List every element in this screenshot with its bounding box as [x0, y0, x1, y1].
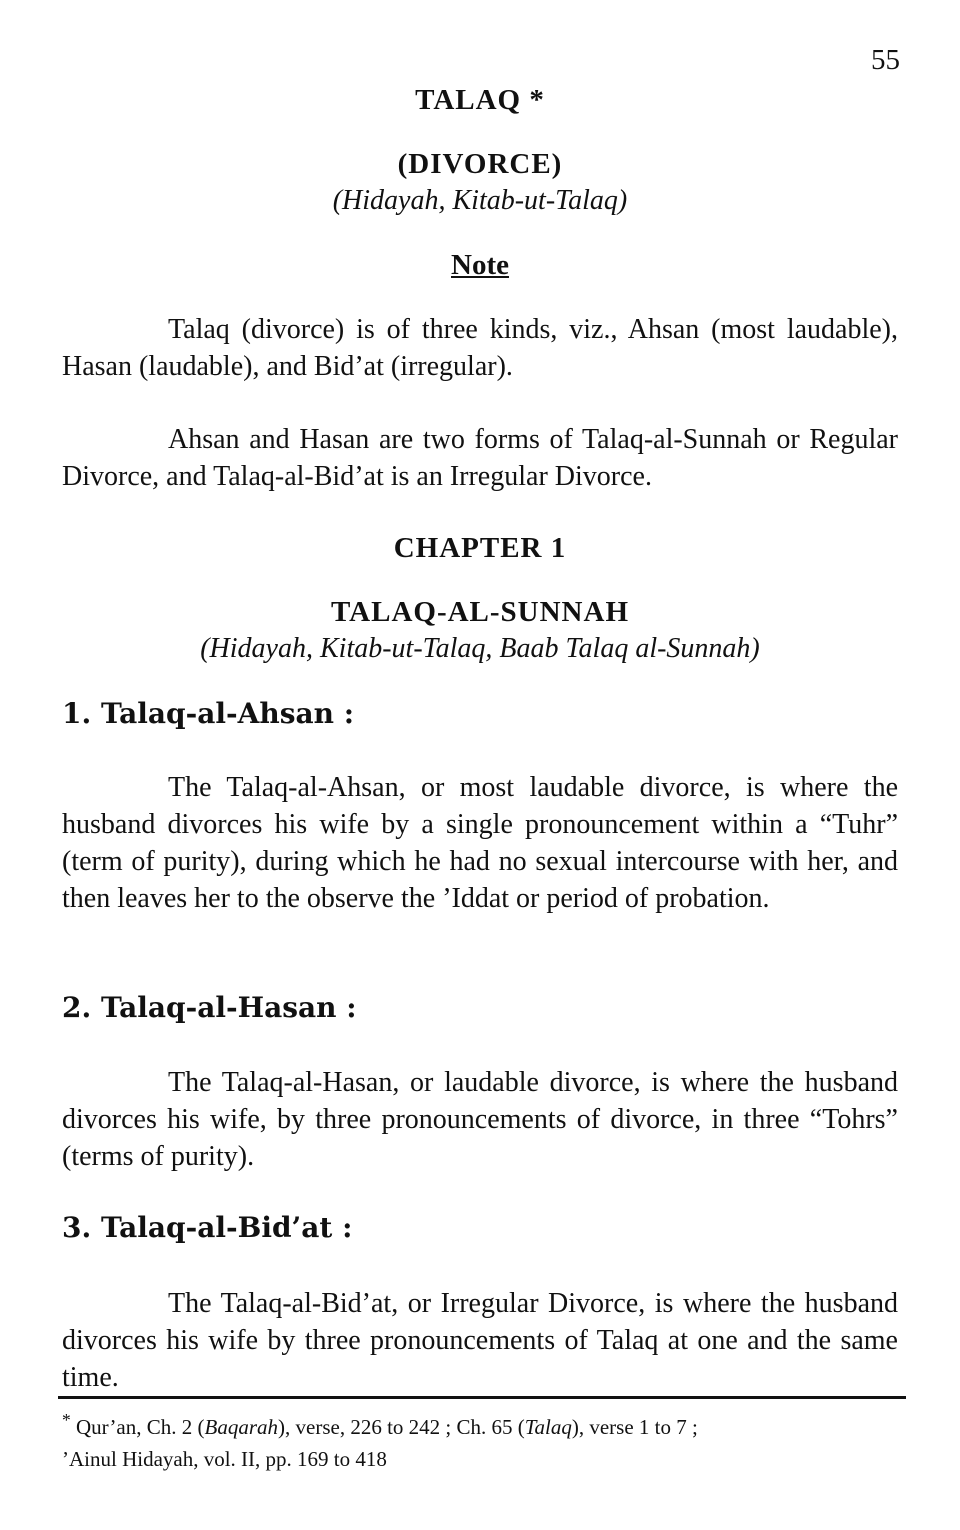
note-paragraph: Talaq (divorce) is of three kinds, viz., Ahsan (most laudable), Hasan (laudable), and Bid’at (irregular).	[62, 314, 898, 382]
footnote-text: ), verse, 226 to 242 ; Ch. 65 (	[278, 1415, 525, 1439]
page-number: 55	[871, 44, 900, 76]
note-heading: Note	[451, 249, 509, 281]
footnote-marker: *	[62, 1410, 71, 1430]
section-paragraph: The Talaq-al-Bid’at, or Irregular Divorce, is where the husband divorces his wife by three pronouncements of Talaq at one and the same time.	[62, 1288, 898, 1393]
note-paragraph: Ahsan and Hasan are two forms of Talaq-al-Sunnah or Regular Divorce, and Talaq-al-Bid’at is an Irregular Divorce.	[62, 424, 898, 492]
page-title: TALAQ *	[415, 84, 545, 116]
chapter-title: TALAQ-AL-SUNNAH	[330, 596, 630, 628]
footnote-text: Qur’an, Ch. 2 (	[70, 1415, 205, 1439]
footnote-ref: Baqarah	[204, 1415, 279, 1439]
section-paragraph: The Talaq-al-Hasan, or laudable divorce, is where the husband divorces his wife, by three pronouncements of divorce, in three “Tohrs” (terms of purity).	[62, 1067, 898, 1172]
chapter-source: (Hidayah, Kitab-ut-Talaq, Baab Talaq al-Sunnah)	[200, 633, 760, 664]
footnote-text: ), verse 1 to 7 ;	[571, 1415, 698, 1439]
page-subtitle: (DIVORCE)	[397, 148, 563, 180]
chapter-label: CHAPTER 1	[393, 532, 567, 564]
title-source: (Hidayah, Kitab-ut-Talaq)	[332, 185, 628, 216]
footnote	[62, 1404, 898, 1475]
section-heading: 3. Talaq-al-Bid’at :	[62, 1211, 353, 1244]
footnote-text: ’Ainul Hidayah, vol. II, pp. 169 to 418	[62, 1447, 387, 1471]
section-heading: 1. Talaq-al-Ahsan :	[62, 697, 355, 730]
footnote-ref: Talaq	[524, 1415, 572, 1439]
section-paragraph: The Talaq-al-Ahsan, or most laudable divorce, is where the husband divorces his wife by a single pronouncement within a “Tuhr” (term of purity), during which he had no sexual intercourse with her, and then leaves her to the observe the ’Iddat or period of probation.	[62, 772, 898, 914]
section-heading: 2. Talaq-al-Hasan :	[62, 991, 357, 1024]
footnote-divider	[58, 1396, 906, 1399]
